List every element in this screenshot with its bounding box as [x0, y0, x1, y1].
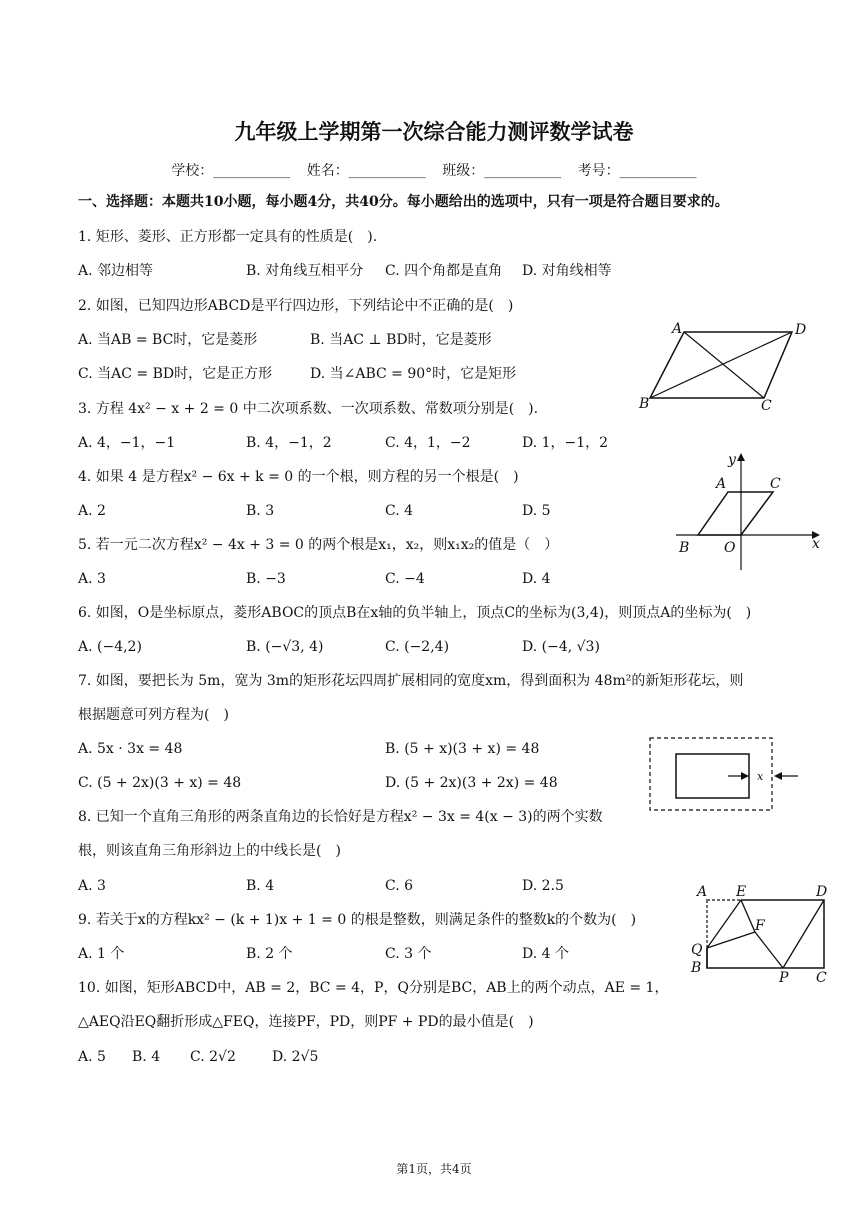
q6-option-c: C. (−2,4)	[385, 639, 450, 655]
q2-stem: 2. 如图，已知四边形ABCD是平行四边形，下列结论中不正确的是( )	[78, 298, 514, 314]
section-heading: 一、选择题：本题共10小题，每小题4分，共40分。每小题给出的选项中，只有一项是符合题目要求的。	[78, 194, 729, 210]
label-a: A	[716, 476, 727, 492]
q8-option-b: B. 4	[246, 878, 275, 894]
q2-option-d: D. 当∠ABC = 90°时，它是矩形	[310, 366, 517, 382]
flower-bed-figure	[640, 730, 810, 818]
label-c: C	[770, 476, 781, 492]
q4-stem: 4. 如果 4 是方程x² − 6x + k = 0 的一个根，则方程的另一个根是( )	[78, 469, 519, 485]
rectangle-abcd	[707, 900, 824, 968]
q3-option-b: B. 4，−1，2	[246, 435, 332, 451]
q7-option-a: A. 5x · 3x = 48	[78, 741, 183, 757]
q10-stem-line1: 10. 如图，矩形ABCD中，AB = 2，BC = 4，P，Q分别是BC，AB上的两个动点，AE = 1，	[78, 980, 669, 996]
q10-option-a: A. 5	[78, 1049, 106, 1065]
q4-option-c: C. 4	[385, 503, 414, 519]
q1-option-b: B. 对角线互相平分	[246, 263, 364, 279]
q8-option-c: C. 6	[385, 878, 414, 894]
label-b: B	[639, 396, 650, 412]
label-p: P	[779, 970, 789, 986]
q3-option-c: C. 4，1，−2	[385, 435, 471, 451]
q4-option-a: A. 2	[78, 503, 106, 519]
q6-option-d: D. (−4, √3)	[522, 639, 600, 655]
q1-option-a: A. 邻边相等	[78, 263, 154, 279]
q6-option-b: B. (−√3, 4)	[246, 639, 324, 655]
q7-option-d: D. (5 + 2x)(3 + 2x) = 48	[385, 775, 558, 791]
q2-option-c: C. 当AC = BD时，它是正方形	[78, 366, 273, 382]
rhombus-coordinate-figure	[670, 448, 835, 578]
q5-option-a: A. 3	[78, 571, 106, 587]
label-a: A	[672, 321, 683, 337]
label-y: y	[728, 452, 736, 468]
q7-option-c: C. (5 + 2x)(3 + x) = 48	[78, 775, 242, 791]
label-x: x	[757, 770, 764, 783]
parallelogram-figure	[630, 318, 820, 418]
arrow-right-icon	[741, 772, 749, 780]
q4-option-b: B. 3	[246, 503, 275, 519]
q5-option-d: D. 4	[522, 571, 551, 587]
q1-option-c: C. 四个角都是直角	[385, 263, 503, 279]
class-field: 班级：___________	[442, 163, 562, 179]
q10-option-c: C. 2√2	[190, 1049, 236, 1065]
q2-option-a: A. 当AB = BC时，它是菱形	[78, 332, 258, 348]
label-c: C	[816, 970, 827, 986]
q2-option-b: B. 当AC ⊥ BD时，它是菱形	[310, 332, 492, 348]
q10-option-d: D. 2√5	[272, 1049, 319, 1065]
rectangle-fold-figure	[688, 882, 838, 987]
page-footer: 第1页，共4页	[396, 1162, 472, 1176]
school-field: 学校：___________	[171, 163, 291, 179]
q5-stem: 5. 若一元二次方程x² − 4x + 3 = 0 的两个根是x₁，x₂，则x₁x₂的值是（ ）	[78, 537, 559, 553]
label-d: D	[816, 884, 828, 900]
label-f: F	[755, 918, 765, 934]
label-q: Q	[691, 942, 703, 958]
label-b: B	[679, 540, 690, 556]
q8-stem-line2: 根，则该直角三角形斜边上的中线长是( )	[78, 843, 341, 859]
y-axis-arrow-icon	[737, 453, 745, 461]
student-info-line	[0, 160, 868, 180]
label-x: x	[812, 536, 820, 552]
q9-option-a: A. 1 个	[78, 946, 125, 962]
exam-number-field: 考号：___________	[577, 163, 697, 179]
q7-stem-line2: 根据题意可列方程为( )	[78, 707, 229, 723]
segment-eq	[707, 900, 741, 948]
arrow-left-icon	[774, 772, 782, 780]
q9-option-b: B. 2 个	[246, 946, 293, 962]
segment-ef	[741, 900, 755, 932]
q7-stem-line1: 7. 如图，要把长为 5m，宽为 3m的矩形花坛四周扩展相同的宽度xm，得到面积为 48m²的新矩形花坛，则	[78, 673, 744, 689]
exam-title: 九年级上学期第一次综合能力测评数学试卷	[234, 120, 634, 144]
q1-option-d: D. 对角线相等	[522, 263, 612, 279]
q6-option-a: A. (−4,2)	[78, 639, 142, 655]
q6-stem: 6. 如图，O是坐标原点，菱形ABOC的顶点B在x轴的负半轴上，顶点C的坐标为(3,4)，则顶点A的坐标为( )	[78, 605, 752, 621]
name-field: 姓名：___________	[306, 163, 426, 179]
q9-option-d: D. 4 个	[522, 946, 569, 962]
diagonal-bd	[650, 332, 792, 398]
q10-stem-line2: △AEQ沿EQ翻折形成△FEQ，连接PF，PD，则PF + PD的最小值是( )	[78, 1014, 534, 1030]
outer-dashed-rect	[650, 738, 772, 810]
label-a: A	[697, 884, 708, 900]
q3-stem: 3. 方程 4x² − x + 2 = 0 中二次项系数、一次项系数、常数项分别是( ).	[78, 401, 539, 417]
q8-option-d: D. 2.5	[522, 878, 564, 894]
q3-option-a: A. 4，−1，−1	[78, 435, 176, 451]
label-o: O	[724, 540, 736, 556]
q5-option-c: C. −4	[385, 571, 425, 587]
segment-pd	[783, 900, 824, 968]
q7-option-b: B. (5 + x)(3 + x) = 48	[385, 741, 540, 757]
q1-stem: 1. 矩形、菱形、正方形都一定具有的性质是( ).	[78, 229, 378, 245]
label-e: E	[736, 884, 747, 900]
rhombus-shape	[698, 492, 773, 535]
q3-option-d: D. 1，−1，2	[522, 435, 609, 451]
q9-stem: 9. 若关于x的方程kx² − (k + 1)x + 1 = 0 的根是整数，则满足条件的整数k的个数为( )	[78, 912, 637, 928]
segment-fq	[707, 932, 755, 948]
q4-option-d: D. 5	[522, 503, 551, 519]
q5-option-b: B. −3	[246, 571, 286, 587]
q8-stem-line1: 8. 已知一个直角三角形的两条直角边的长恰好是方程x² − 3x = 4(x − 3)的两个实数	[78, 809, 603, 825]
q8-option-a: A. 3	[78, 878, 106, 894]
q10-option-b: B. 4	[132, 1049, 161, 1065]
segment-fp	[755, 932, 783, 968]
label-b: B	[691, 960, 702, 976]
label-c: C	[761, 398, 772, 414]
diagonal-ac	[684, 332, 764, 398]
label-d: D	[795, 322, 807, 338]
q9-option-c: C. 3 个	[385, 946, 432, 962]
